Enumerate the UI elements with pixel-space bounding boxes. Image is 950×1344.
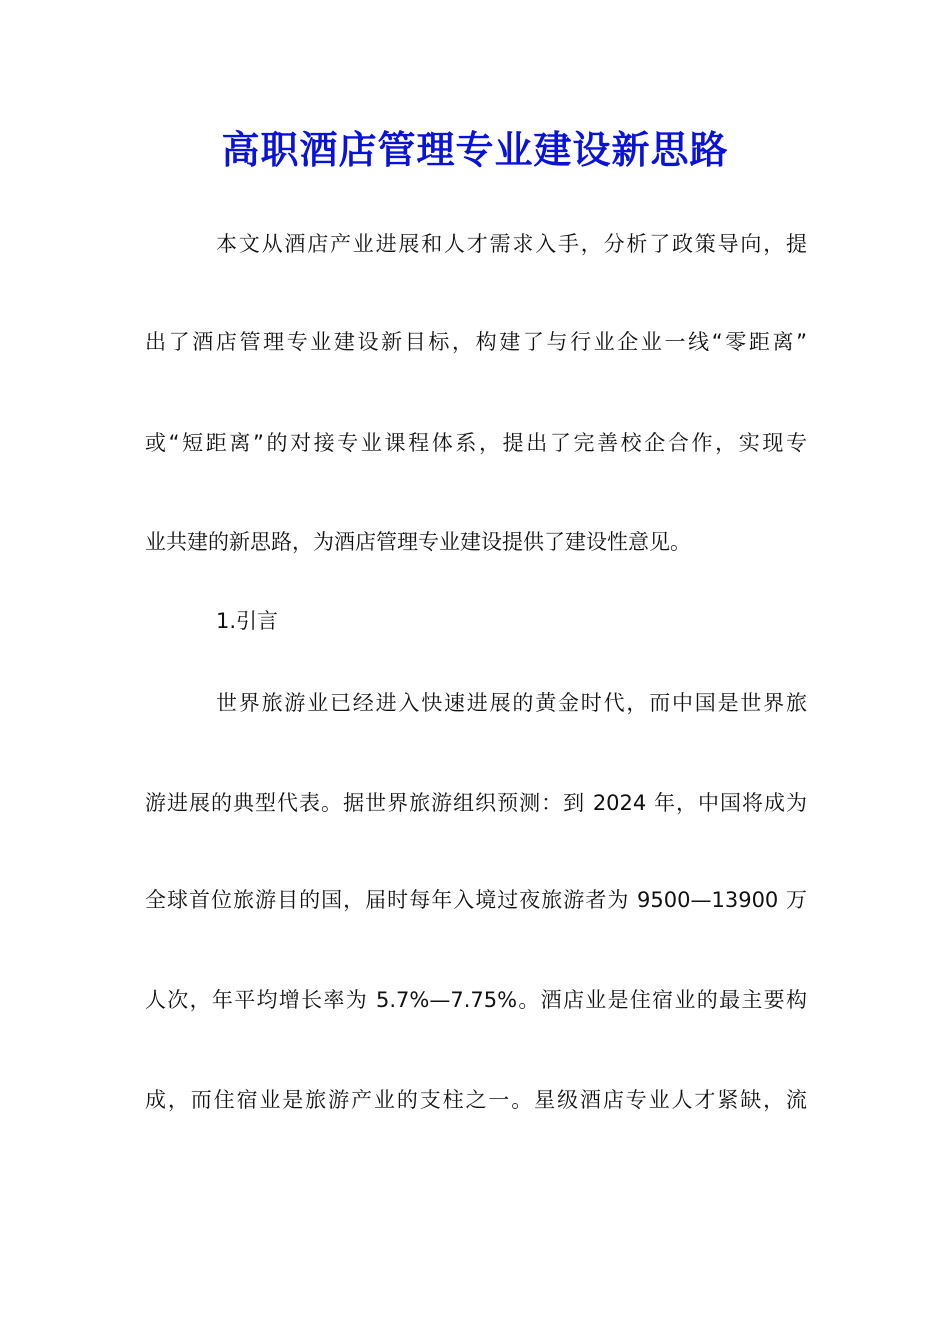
document-title: 高职酒店管理专业建设新思路 (221, 127, 729, 172)
body-line-3: 全球首位旅游目的国，届时每年入境过夜旅游者为 9500—13900 万 (145, 888, 807, 912)
section-heading: 1.引言 (216, 609, 279, 633)
abstract-line-2: 出了酒店管理专业建设新目标，构建了与行业企业一线“零距离” (145, 330, 807, 354)
abstract-line-3: 或“短距离”的对接专业课程体系，提出了完善校企合作，实现专 (145, 431, 807, 455)
body-line-2: 游进展的典型代表。据世界旅游组织预测：到 2024 年，中国将成为 (145, 791, 807, 815)
abstract-line-4: 业共建的新思路，为酒店管理专业建设提供了建设性意见。 (145, 530, 691, 554)
body-line-5: 成，而住宿业是旅游产业的支柱之一。星级酒店专业人才紧缺，流 (145, 1088, 807, 1112)
abstract-line-1: 本文从酒店产业进展和人才需求入手，分析了政策导向，提 (216, 232, 807, 256)
body-line-4: 人次，年平均增长率为 5.7%—7.75%。酒店业是住宿业的最主要构 (145, 988, 807, 1012)
body-line-1: 世界旅游业已经进入快速进展的黄金时代，而中国是世界旅 (216, 691, 807, 715)
